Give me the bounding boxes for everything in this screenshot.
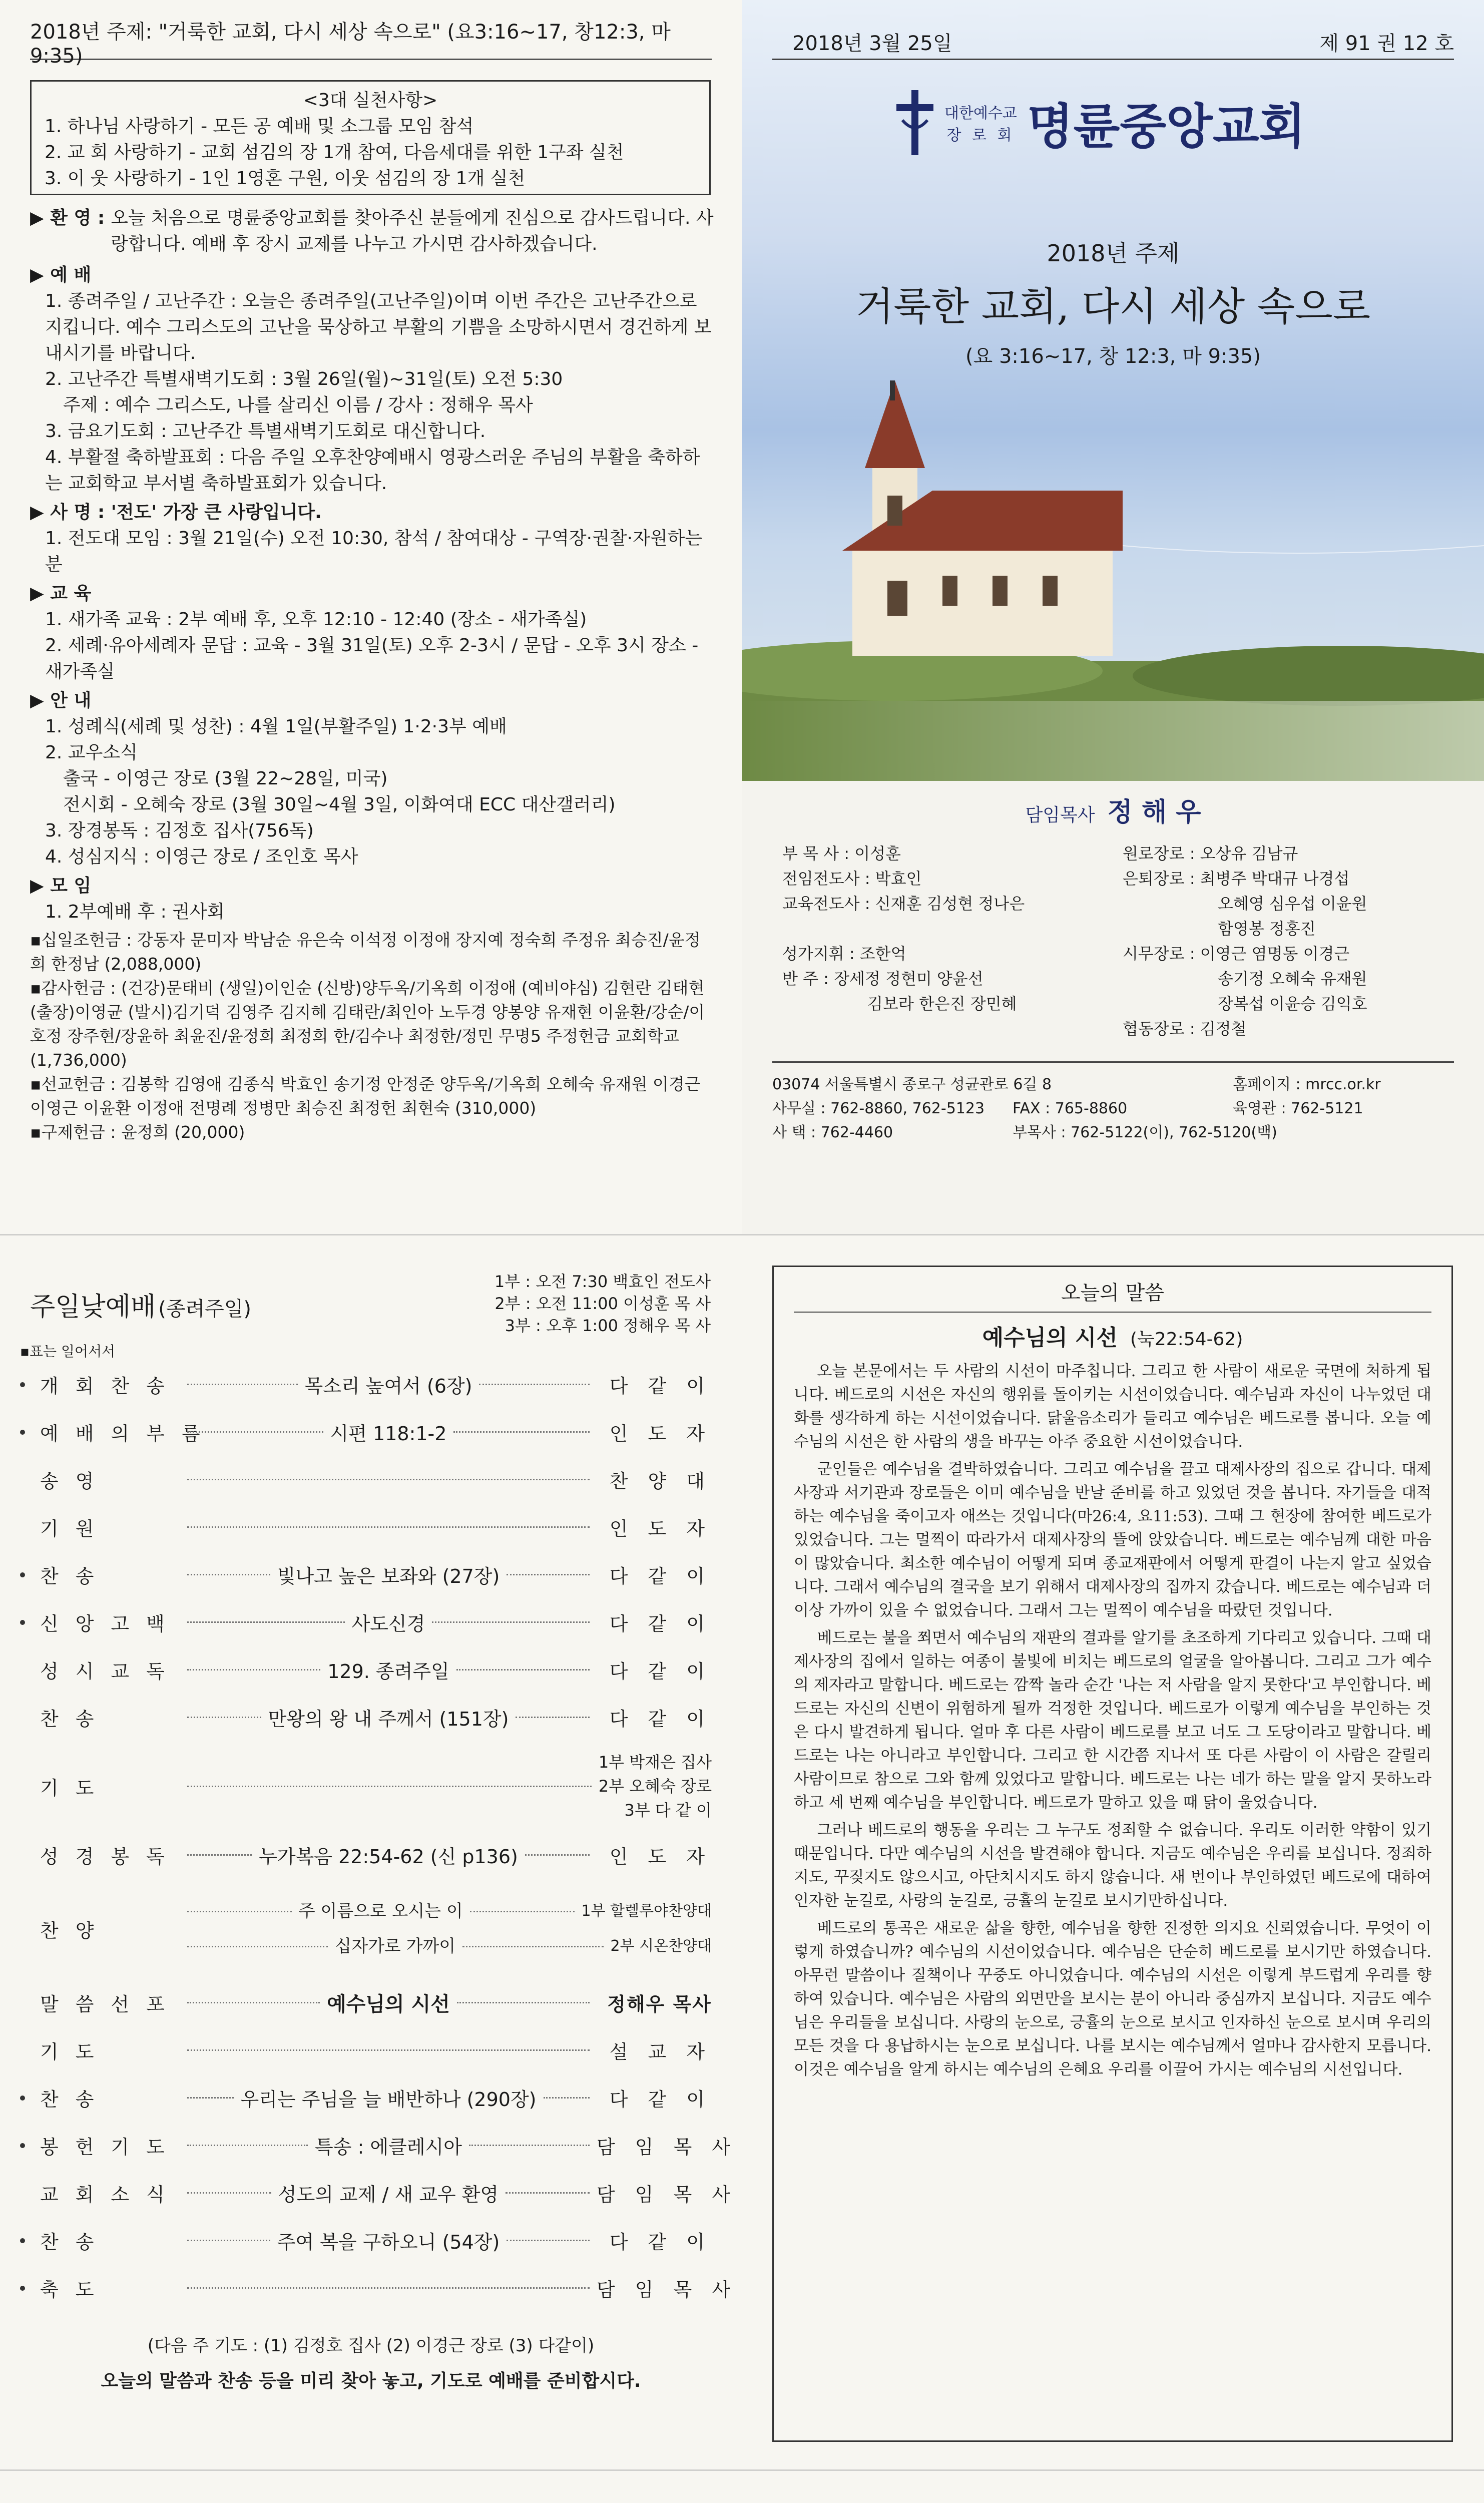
- notice-item: 2. 교우소식: [45, 742, 138, 763]
- theme-title: 거룩한 교회, 다시 세상 속으로: [855, 284, 1371, 329]
- page-cover: [742, 0, 1484, 1234]
- section-meeting: ▶ 모 임: [30, 876, 92, 896]
- order-person: 인 도 자: [609, 1846, 712, 1868]
- notice-item: 1. 2부예배 후 : 권사회: [45, 902, 225, 922]
- order-person: 다 같 이: [609, 1613, 712, 1635]
- next-week-prayer: (다음 주 기도 : (1) 김정호 집사 (2) 이경근 장로 (3) 다같이): [147, 2336, 595, 2356]
- notice-item: 1. 성례식(세례 및 성찬) : 4월 1일(부활주일) 1·2·3부 예배: [45, 716, 507, 737]
- leader-dots: [187, 1621, 345, 1623]
- cover-header: [772, 25, 1454, 60]
- order-label: 기도: [40, 1777, 111, 1799]
- order-person: 인 도 자: [609, 1423, 712, 1445]
- order-label: 찬송: [40, 1708, 111, 1730]
- vice-phone: 부목사 : 762-5122(이), 762-5120(백): [1013, 1124, 1277, 1141]
- order-label: 신앙고백: [40, 1613, 182, 1635]
- order-label: 성경봉독: [40, 1846, 182, 1868]
- church-name: 명륜중앙교회: [1027, 98, 1306, 155]
- choir-song: 십자가로 가까이: [335, 1936, 456, 1956]
- order-label: 성시교독: [40, 1660, 182, 1683]
- order-content: 우리는 주님을 늘 배반하나 (290장): [240, 2089, 537, 2111]
- sermon-body: [794, 1360, 1431, 2081]
- staff-line: 김보라 한은진 장민혜: [867, 994, 1017, 1013]
- leader-dots: [187, 1574, 270, 1575]
- stand-bullet: [20, 1382, 25, 1387]
- order-row: [0, 2217, 742, 2264]
- order-row: [0, 1456, 742, 1503]
- prayer-row: [0, 1741, 742, 1831]
- staff-line: 부 목 사 : 이성훈: [782, 844, 901, 863]
- leader-dots: [544, 2097, 590, 2099]
- order-list: [0, 1361, 742, 1741]
- theme-year: 2018년 주제: [1047, 240, 1180, 267]
- order-title: [30, 1286, 251, 1323]
- order-row: [0, 2074, 742, 2122]
- order-person: 찬 양 대: [609, 1470, 712, 1492]
- contact-block: [772, 1061, 1454, 1145]
- notices-body: [30, 205, 716, 1144]
- leader-dots: [187, 2287, 590, 2289]
- choir-row: [0, 1879, 742, 1979]
- cover-date: 2018년 3월 25일: [792, 32, 952, 55]
- offering-item: ▪십일조헌금 : 강동자 문미자 박남순 유은숙 이석정 이정애 장지예 정숙희 주정유 최승진/윤정희 한정남 (2,088,000): [30, 930, 701, 974]
- leader-dots: [187, 2192, 271, 2194]
- section-notice: ▶ 안 내: [30, 690, 92, 711]
- sermon-paragraph: 그러나 베드로의 행동을 우리는 그 누구도 정죄할 수 없습니다. 우리도 이러한 약함이 있기 때문입니다. 다만 예수님의 시선을 발견해야 합니다. 지금도 예수님은 우리를 보십니다. 정죄하지도, 꾸짖지도 않으시고, 아단치시지도 하지 않습니다. 새 번이나 부인하였던 베드로에 대하여 인자한 눈길로, 사랑의 눈길로, 긍휼의 눈길로 보시기만하십니다.: [794, 1821, 1431, 1910]
- order-label: 찬송: [40, 2231, 111, 2253]
- leader-dots: [187, 1717, 261, 1718]
- order-label: 찬송: [40, 2089, 111, 2111]
- order-row: [0, 2264, 742, 2312]
- sermon-row: [0, 1979, 742, 2026]
- leader-dots: [187, 1431, 323, 1433]
- worship-list: [30, 288, 716, 497]
- leader-dots: [516, 1717, 590, 1718]
- edu-phone: 육영관 : 762-5121: [1233, 1100, 1363, 1117]
- service-subtitle: (종려주일): [158, 1298, 252, 1321]
- order-row: [0, 2122, 742, 2169]
- order-label: 기원: [40, 1518, 111, 1540]
- order-list: [0, 1831, 742, 1879]
- order-row: [0, 2169, 742, 2217]
- cover-theme: [742, 235, 1484, 369]
- notice-item: 1. 전도대 모임 : 3월 21일(수) 오전 10:30, 참석 / 참여대상 - 구역장·권찰·자원하는 분: [45, 528, 703, 575]
- practice-item: 1. 하나님 사랑하기 - 모든 공 예배 및 소그룹 모임 참석: [45, 116, 474, 137]
- stand-note: ▪표는 일어서서: [20, 1343, 116, 1360]
- order-label: 개회찬송: [40, 1375, 182, 1397]
- order-content: 사도신경: [351, 1613, 425, 1635]
- leader-dots: [479, 1384, 590, 1385]
- order-row: [0, 1646, 742, 1694]
- sermon-section: 오늘의 말씀: [794, 1277, 1431, 1313]
- leader-dots: [187, 1854, 252, 1856]
- house-phone: 사 택 : 762-4460: [772, 1124, 893, 1141]
- stand-bullet: [20, 2286, 25, 2291]
- order-row: [0, 1598, 742, 1646]
- notice-item: 2. 고난주간 특별새벽기도회 : 3월 26일(월)~31일(토) 오전 5:30: [45, 369, 563, 389]
- practice-item: 2. 교 회 사랑하기 - 교회 섬김의 장 1개 참여, 다음세대를 위한 1구좌 실천: [45, 142, 624, 163]
- offering-item: ▪구제헌금 : 윤정희 (20,000): [30, 1122, 245, 1142]
- leader-dots: [507, 1574, 590, 1575]
- leader-dots: [187, 2049, 590, 2051]
- homepage[interactable]: 홈페이지 : mrcc.or.kr: [1233, 1076, 1381, 1093]
- order-person: 다 같 이: [609, 1375, 712, 1397]
- order-row: [0, 2026, 742, 2074]
- order-person: 다 같 이: [609, 2231, 712, 2253]
- page-calendar: [742, 2471, 1484, 2503]
- order-row: [0, 1503, 742, 1551]
- staff-line: 시무장로 : 이영근 염명동 이경근: [1123, 944, 1350, 963]
- denomination-2: 장 로 회: [946, 127, 1015, 144]
- stand-bullet: [20, 2143, 25, 2148]
- sermon-preacher: 정해우 목사: [607, 1993, 712, 2015]
- offering-list: [30, 928, 716, 1144]
- leader-dots: [525, 1854, 590, 1856]
- page-sermon: [742, 1235, 1484, 2469]
- staff-line: 송기정 오혜숙 유재원: [1218, 969, 1367, 988]
- service-times: [425, 1271, 711, 1337]
- order-person: 설 교 자: [609, 2041, 712, 2063]
- leader-dots: [187, 1526, 590, 1528]
- pastor-label: 담임목사: [1025, 805, 1095, 825]
- sermon-ref: (눅22:54-62): [1130, 1329, 1243, 1350]
- order-label: 말씀선포: [40, 1993, 182, 2015]
- notice-item: 1. 종려주일 / 고난주간 : 오늘은 종려주일(고난주일)이며 이번 주간은 고난주간으로 지킵니다. 예수 그리스도의 고난을 묵상하고 부활의 기쁨을 소망하시면서 경건하게 보내시기를 바랍니다.: [45, 291, 712, 363]
- stand-bullet: [20, 2238, 25, 2243]
- time-line: 1부 : 오전 7:30 백효인 전도사: [494, 1272, 711, 1291]
- notice-item: 4. 성심지식 : 이영근 장로 / 조인호 목사: [45, 847, 358, 867]
- order-content: 목소리 높여서 (6장): [304, 1375, 472, 1397]
- order-row: [0, 1551, 742, 1598]
- leader-dots: [453, 1431, 590, 1433]
- notice-item: 3. 장경봉독 : 김정호 집사(756독): [45, 820, 314, 841]
- offering-item: ▪감사헌금 : (건강)문태비 (생일)이인순 (신방)양두옥/기옥희 이정애 (예비야심) 김현란 김태현 (출장)이영균 (발시)김기덕 김영주 김지혜 김태란/최인아 노두경 양봉양 유재현 이윤환/강순/이호정 장주현/장윤하 최윤진/윤정희 최정희 한/김수나 최정한/정민 무명5 주정헌금 교회학교 (1,736,000): [30, 978, 705, 1070]
- staff-line: 교육전도사 : 신재훈 김성현 정나은: [782, 894, 1025, 913]
- staff-line: 은퇴장로 : 최병주 박대규 나경섭: [1123, 869, 1350, 888]
- order-row: [0, 1361, 742, 1408]
- order-list: [0, 2026, 742, 2312]
- page-notices: [0, 0, 742, 1234]
- afternoon-title: [30, 2501, 175, 2503]
- order-person: 담 임 목 사: [597, 2184, 738, 2206]
- order-label: 교회소식: [40, 2184, 182, 2206]
- page-header: [30, 21, 712, 68]
- order-content: 만왕의 왕 내 주께서 (151장): [268, 1708, 509, 1730]
- stand-bullet: [20, 2096, 25, 2101]
- sermon-paragraph: 베드로의 통곡은 새로운 삶을 향한, 예수님을 향한 진정한 의지요 신뢰였습니다. 무엇이 이렇게 하였습니까? 예수님의 시선이었습니다. 예수님은 단순히 베드로를 보시기만 하였습니다. 아무런 말씀이나 질책이나 꾸중도 아니었습니다. 예수님의 시선은 이렇게 부드럽게 우리를 향하여 있습니다. 예수님은 사람의 외면만을 보시는 분이 아니라 중심까지 보십니다. 지금도 예수님은 우리들을 보십니다. 사랑의 눈으로, 긍휼의 눈으로 보시고 인자하신 눈으로 보시며 우리의 모든 것을 다 용납하시는 눈으로 보십니다. 나를 보시는 예수님께서 얼마나 감사한지 모릅니다. 이것은 예수님을 알게 하시는 예수님의 은혜요 우리를 이끌어 가시는 예수님의 시선입니다.: [794, 1919, 1431, 2078]
- order-content: 시편 118:1-2: [330, 1423, 447, 1445]
- notice-item: 1. 새가족 교육 : 2부 예배 후, 오후 12:10 - 12:40 (장소 - 새가족실): [45, 609, 587, 630]
- notice-list: [30, 714, 716, 870]
- leader-dots: [187, 2240, 270, 2241]
- staff-line: 장복섭 이윤승 김익호: [1218, 994, 1367, 1013]
- staff-line: 성가지휘 : 조한억: [782, 944, 906, 963]
- church-sub: [944, 101, 1017, 145]
- stand-bullet: [20, 1572, 25, 1577]
- welcome-label: ▶ 환 영 :: [30, 208, 105, 228]
- staff-left: [782, 841, 1108, 1016]
- sermon-box: [772, 1266, 1453, 2442]
- choir-name: 2부 시온찬양대: [610, 1937, 712, 1955]
- notice-item: 3. 금요기도회 : 고난주간 특별새벽기도회로 대신합니다.: [45, 421, 486, 442]
- sermon-paragraph: 베드로는 불을 쬐면서 예수님의 재판의 결과를 알기를 초조하게 기다리고 있습니다. 그때 대제사장의 집에서 일하는 여종이 불빛에 비치는 베드로의 얼굴을 알아봅니다. 그리고 그가 예수의 제자라고 말합니다. 베드로는 깜짝 놀라 순간 '나는 저 사람을 알지 못한다'고 부인합니다. 베드로는 자신의 신변이 위험하게 될까 걱정한 것입니다. 베드로가 이렇게 예수님을 부인하는 것은 다시 발견하게 됩니다. 얼마 후 다른 사람이 베드로를 보고 너도 그 도당이라고 말합니다. 베드로는 나는 아니라고 부인합니다. 그리고 한 시간쯤 지나서 또 다른 사람이 이 사람은 갈릴리 사람이므로 참으로 그와 함께 있었다고 말합니다. 베드로는 나는 네가 하는 말을 알지 못하노라 하고 세 번째 예수님을 부인합니다. 베드로가 말하고 있을 때 닭이 울었습니다.: [794, 1629, 1431, 1812]
- order-person: 인 도 자: [609, 1518, 712, 1540]
- order-person: 다 같 이: [609, 1708, 712, 1730]
- leader-dots: [187, 1384, 298, 1385]
- sermon-title: 예수님의 시선: [327, 1993, 450, 2016]
- order-person: 다 같 이: [609, 1660, 712, 1683]
- order-label: 기도: [40, 2041, 111, 2063]
- section-education: ▶ 교 육: [30, 583, 92, 604]
- order-label: 송영: [40, 1470, 111, 1492]
- page-sunday-order: [0, 1235, 742, 2469]
- pastor-line: [742, 791, 1484, 828]
- leader-dots: [187, 2145, 308, 2146]
- fax: FAX : 765-8860: [1013, 1100, 1128, 1117]
- order-label: 찬송: [40, 1565, 111, 1587]
- staff-line: 반 주 : 장세정 정현미 양윤선: [782, 969, 983, 988]
- theme-ref: (요 3:16~17, 창 12:3, 마 9:35): [965, 345, 1261, 368]
- prayer-name: 3부 다 같 이: [624, 1801, 712, 1820]
- service-title: 주일낮예배: [30, 1292, 156, 1322]
- welcome-text: 오늘 처음으로 명륜중앙교회를 찾아주신 분들에게 진심으로 감사드립니다. 사랑합니다. 예배 후 장시 교제를 나누고 가시면 감사하겠습니다.: [111, 208, 714, 254]
- denomination: 대한예수교: [944, 105, 1017, 122]
- church-logo: [892, 85, 1305, 160]
- order-row: [0, 1831, 742, 1879]
- time-line: 2부 : 오전 11:00 이성훈 목 사: [494, 1294, 711, 1313]
- leader-dots: [456, 1669, 590, 1671]
- stand-bullet: [20, 1430, 25, 1435]
- order-person: 담 임 목 사: [597, 2136, 738, 2158]
- sermon-paragraph: 군인들은 예수님을 결박하였습니다. 그리고 예수님을 끌고 대제사장의 집으로 갑니다. 대제사장과 서기관과 장로들은 이미 예수님을 반날 준비를 하고 있었던 것을 봅니다. 자기들을 대적하는 예수님을 죽이고자 애쓰는 것입니다(마26:4, 요11:53). 그때 그 현장에 참여한 베드로가 있었습니다. 그는 멀찍이 따라가서 대제사장의 뜰에 앉았습니다. 베드로는 예수님께 대한 마음이 많았습니다. 최소한 예수님이 어떻게 되며 종교재판에서 어떻게 판결이 나는지 알고 싶었습니다. 그래서 예수님의 결국을 보기 위해서 대제사장의 집까지 갔습니다. 베드로는 예수님과 더 이상 가까이 있을 수 없었습니다. 그래서 그는 멀찍이 예수님을 따랐던 것입니다.: [794, 1460, 1431, 1619]
- cover-issue: 제 91 권 12 호: [1319, 32, 1454, 55]
- practice-item: 3. 이 웃 사랑하기 - 1인 1영혼 구원, 이웃 섬김의 장 1개 실천: [45, 168, 526, 189]
- order-content: 성도의 교제 / 새 교우 환영: [278, 2184, 499, 2206]
- staff-line: 협동장로 : 김정철: [1123, 1019, 1247, 1038]
- order-content: 주여 복을 구하오니 (54장): [277, 2231, 500, 2253]
- order-person: 담 임 목 사: [597, 2279, 738, 2301]
- staff-line: 전임전도사 : 박효인: [782, 869, 922, 888]
- notice-item: 출국 - 이영근 장로 (3월 22~28일, 미국): [63, 768, 388, 789]
- notice-item: 2. 세례·유아세례자 문답 : 교육 - 3월 31일(토) 오후 2-3시 / 문답 - 오후 3시 장소 - 새가족실: [45, 635, 699, 682]
- address: 03074 서울특별시 종로구 성균관로 6길 8: [772, 1076, 1052, 1093]
- light-overlay: [742, 701, 1484, 781]
- staff-line: 원로장로 : 오상유 김남규: [1123, 844, 1298, 863]
- time-line: 3부 : 오후 1:00 정해우 목 사: [505, 1316, 711, 1335]
- leader-dots: [187, 1479, 590, 1480]
- order-label: 봉헌기도: [40, 2136, 182, 2158]
- page-afternoon: [0, 2471, 742, 2503]
- sermon-paragraph: 오늘 본문에서는 두 사람의 시선이 마주칩니다. 그리고 한 사람이 새로운 국면에 처하게 됩니다. 베드로의 시선은 자신의 행위를 돌이키는 시선이었습니다. 예수님과 자신이 나누었던 대화를 생각하게 하는 시선이었습니다. 닭울음소리가 들리고 예수님은 베드로를 봅니다. 오늘 예수님의 시선은 한 사람의 생을 바꾸는 아주 중요한 시선이었습니다.: [794, 1362, 1431, 1451]
- prepare-note: 오늘의 말씀과 찬송 등을 미리 찾아 놓고, 기도로 예배를 준비합시다.: [101, 2371, 641, 2391]
- office-phone: 사무실 : 762-8860, 762-5123: [772, 1100, 985, 1117]
- notice-item: 4. 부활절 축하발표회 : 다음 주일 오후찬양예배시 영광스러운 주님의 부활을 축하하는 교회학교 부서별 축하발표회가 있습니다.: [45, 447, 700, 494]
- order-content: 누가복음 22:54-62 (신 p136): [259, 1846, 518, 1868]
- sermon-title: 예수님의 시선: [982, 1325, 1118, 1351]
- notice-item: 전시회 - 오혜숙 장로 (3월 30일~4월 3일, 이화여대 ECC 대산갤러리): [63, 794, 616, 815]
- prayer-name: 1부 박재은 집사: [598, 1753, 712, 1772]
- order-row: [0, 1694, 742, 1741]
- staff-right: [1123, 841, 1463, 1041]
- order-content: 특송 : 에클레시아: [315, 2136, 462, 2158]
- notice-item: 주제 : 예수 그리스도, 나를 살리신 이름 / 강사 : 정해우 목사: [63, 395, 533, 415]
- leader-dots: [506, 2192, 590, 2194]
- choir-name: 1부 할렐루야찬양대: [581, 1902, 712, 1920]
- staff-line: 오혜영 심우섭 이윤원: [1218, 894, 1367, 913]
- practice-title: <3대 실천사항>: [303, 90, 438, 111]
- staff-line: 함영봉 정홍진: [1218, 919, 1316, 938]
- leader-dots: [507, 2240, 590, 2241]
- leader-dots: [432, 1621, 590, 1623]
- stand-bullet: [20, 1620, 25, 1625]
- leader-dots: [187, 2097, 234, 2099]
- prayer-name: 2부 오혜숙 장로: [598, 1777, 712, 1796]
- leader-dots: [187, 1669, 320, 1671]
- order-person: 다 같 이: [609, 1565, 712, 1587]
- section-mission: ▶ 사 명 : '전도' 가장 큰 사랑입니다.: [30, 502, 322, 523]
- pastor-name: 정 해 우: [1107, 797, 1201, 827]
- choir-song: 주 이름으로 오시는 이: [298, 1901, 463, 1921]
- offering-item: ▪선교헌금 : 김봉학 김영애 김종식 박효인 송기정 안정준 양두옥/기옥희 오혜숙 유재원 이경근 이영근 이윤환 이정애 전명례 정병만 최승진 최정헌 최현숙 (310,000): [30, 1074, 701, 1118]
- leader-dots: [469, 2145, 590, 2146]
- practice-box: [30, 80, 711, 195]
- cross-icon: [892, 90, 937, 155]
- section-worship: ▶ 예 배: [30, 265, 92, 285]
- order-label: 예배의부름: [40, 1423, 217, 1445]
- order-content: 129. 종려주일: [327, 1660, 449, 1683]
- order-person: 다 같 이: [609, 2089, 712, 2111]
- order-content: 빛나고 높은 보좌와 (27장): [277, 1565, 500, 1587]
- order-row: [0, 1408, 742, 1456]
- choir-list: [180, 1894, 712, 1964]
- order-label: 축도: [40, 2279, 111, 2301]
- order-label: 찬양: [40, 1919, 111, 1942]
- prayer-list: [599, 1750, 712, 1822]
- header-theme: 2018년 주제: "거룩한 교회, 다시 세상 속으로" (요3:16~17, 창12:3, 마9:35): [30, 21, 671, 68]
